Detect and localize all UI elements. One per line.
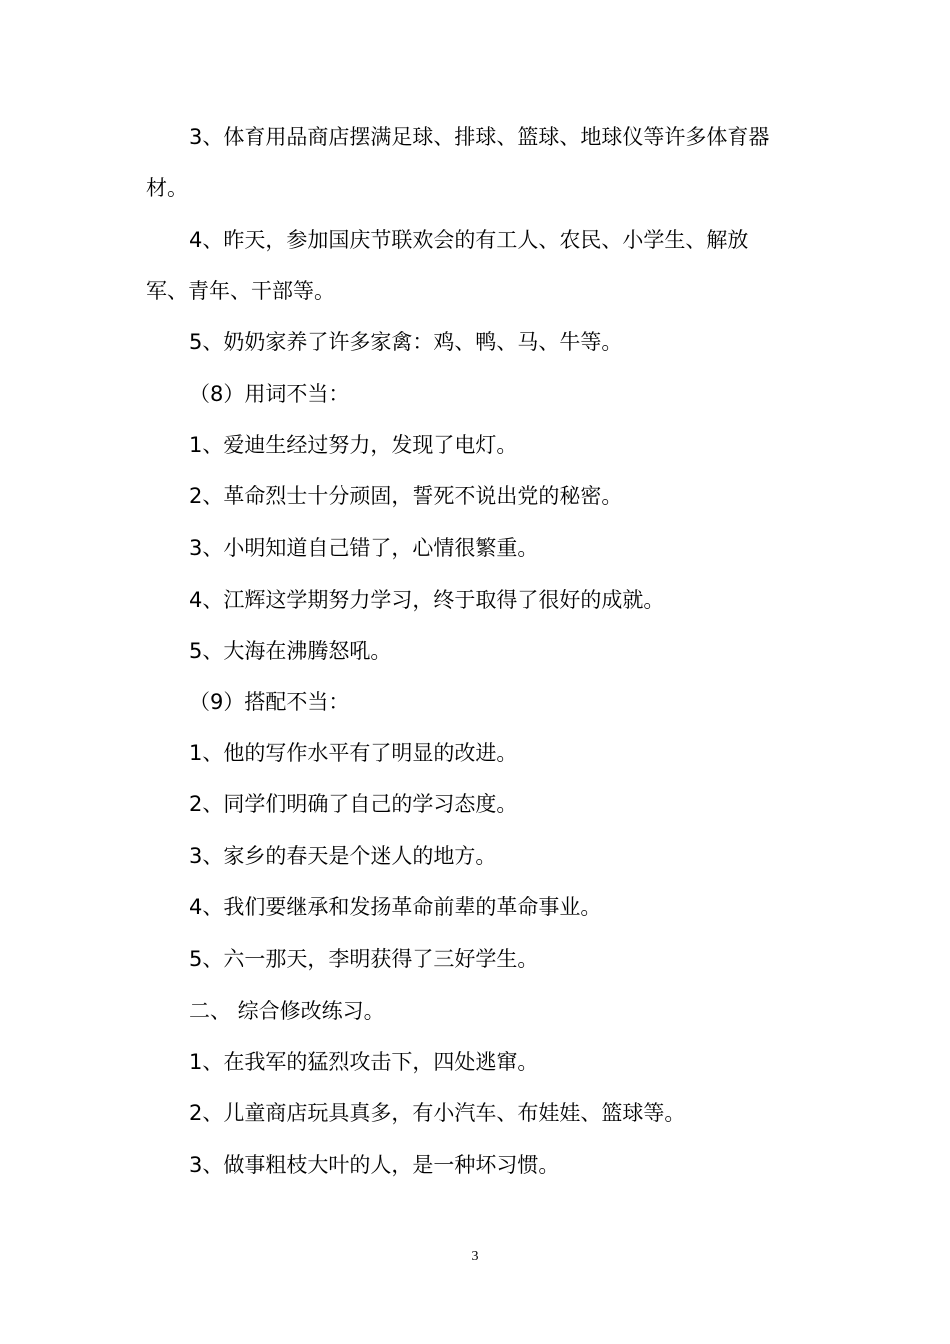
text-line: 1、他的写作水平有了明显的改进。 <box>189 741 518 765</box>
text-line: 3、家乡的春天是个迷人的地方。 <box>189 844 497 868</box>
text-line: 1、在我军的猛烈攻击下，四处逃窜。 <box>189 1050 539 1074</box>
text-line: 5、奶奶家养了许多家禽：鸡、鸭、马、牛等。 <box>189 330 623 354</box>
text-line: 2、儿童商店玩具真多，有小汽车、布娃娃、篮球等。 <box>189 1101 686 1125</box>
text-line: 5、六一那天，李明获得了三好学生。 <box>189 947 539 971</box>
text-line: 4、江辉这学期努力学习，终于取得了很好的成就。 <box>189 588 665 612</box>
text-line: 2、同学们明确了自己的学习态度。 <box>189 792 518 816</box>
section-heading: 二、 综合修改练习。 <box>189 999 385 1023</box>
section-heading: （9）搭配不当： <box>189 690 350 714</box>
text-line: 3、小明知道自己错了，心情很繁重。 <box>189 536 539 560</box>
text-line: 3、体育用品商店摆满足球、排球、篮球、地球仪等许多体育器 <box>189 125 770 149</box>
text-line: 军、青年、干部等。 <box>146 279 335 303</box>
text-line: 1、爱迪生经过努力，发现了电灯。 <box>189 433 518 457</box>
section-heading: （8）用词不当： <box>189 382 350 406</box>
text-line: 材。 <box>146 176 188 200</box>
text-line: 4、我们要继承和发扬革命前辈的革命事业。 <box>189 895 602 919</box>
text-line: 2、革命烈士十分顽固，誓死不说出党的秘密。 <box>189 484 623 508</box>
text-line: 5、大海在沸腾怒吼。 <box>189 639 392 663</box>
text-line: 3、做事粗枝大叶的人，是一种坏习惯。 <box>189 1153 560 1177</box>
text-line: 4、昨天，参加国庆节联欢会的有工人、农民、小学生、解放 <box>189 228 749 252</box>
page-number: 3 <box>471 1249 479 1264</box>
